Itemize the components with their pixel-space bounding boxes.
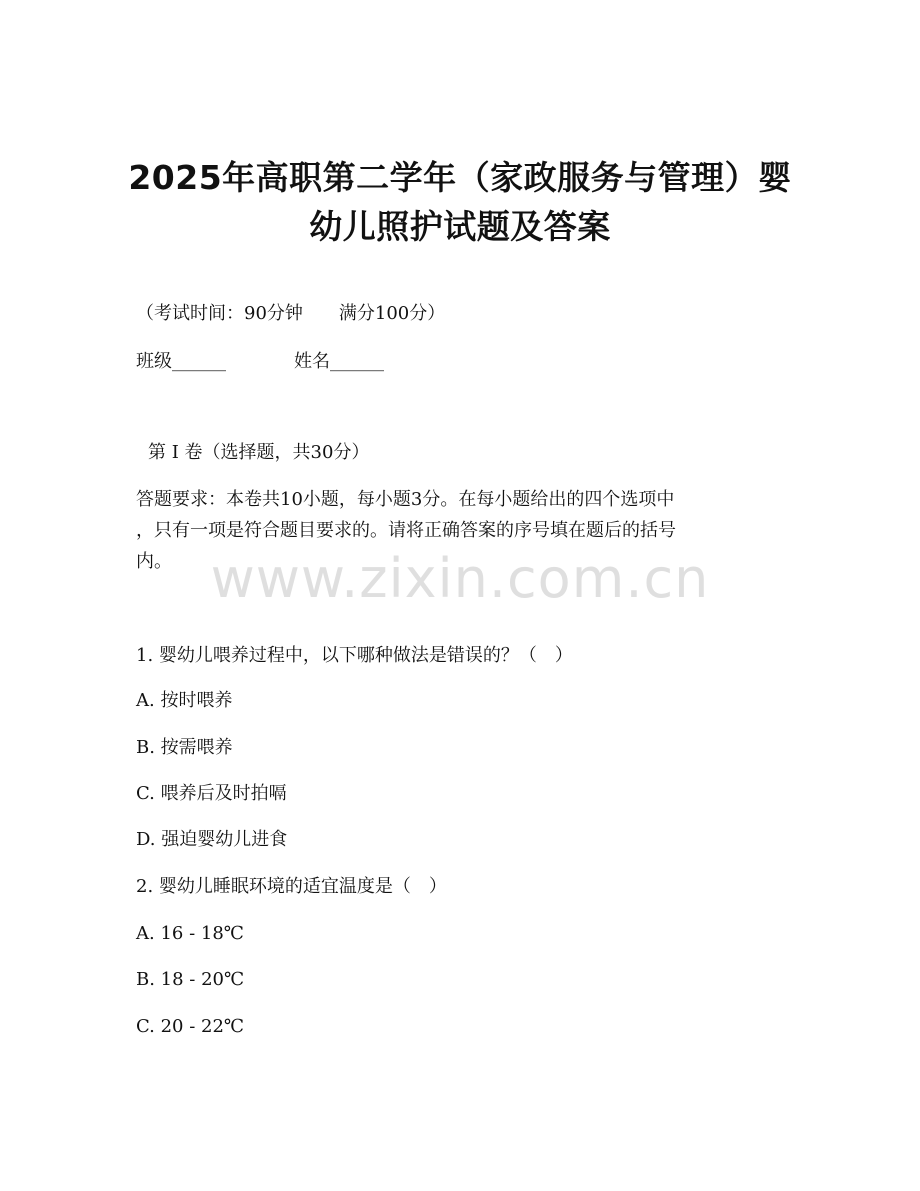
question-1-stem: 1. 婴幼儿喂养过程中，以下哪种做法是错误的？（ ） [136, 645, 573, 666]
question-2-option-a: A. 16 - 18℃ [136, 923, 244, 944]
section-header: 第 I 卷（选择题，共30分） [148, 442, 370, 463]
question-2-option-b: B. 18 - 20℃ [136, 969, 245, 990]
question-1-option-d: D. 强迫婴幼儿进食 [136, 829, 288, 850]
question-1-option-a: A. 按时喂养 [136, 690, 233, 711]
title-line-1: 2025年高职第二学年（家政服务与管理）婴 [128, 158, 792, 197]
class-field: 班级______ [136, 351, 226, 372]
instructions-line-1: 答题要求：本卷共10小题，每小题3分。在每小题给出的四个选项中 [136, 489, 675, 510]
question-2-option-c: C. 20 - 22℃ [136, 1016, 245, 1037]
title-line-2: 幼儿照护试题及答案 [309, 207, 611, 246]
instructions-line-2: ，只有一项是符合题目要求的。请将正确答案的序号填在题后的括号 [136, 520, 676, 541]
watermark: www.zixin.com.cn [210, 547, 710, 610]
question-1-option-b: B. 按需喂养 [136, 737, 233, 758]
exam-info: （考试时间：90分钟 满分100分） [136, 303, 446, 324]
question-2-stem: 2. 婴幼儿睡眠环境的适宜温度是（ ） [136, 876, 447, 897]
question-1-option-c: C. 喂养后及时拍嗝 [136, 783, 287, 804]
name-field: 姓名______ [294, 351, 384, 372]
instructions-line-3: 内。 [136, 551, 172, 572]
